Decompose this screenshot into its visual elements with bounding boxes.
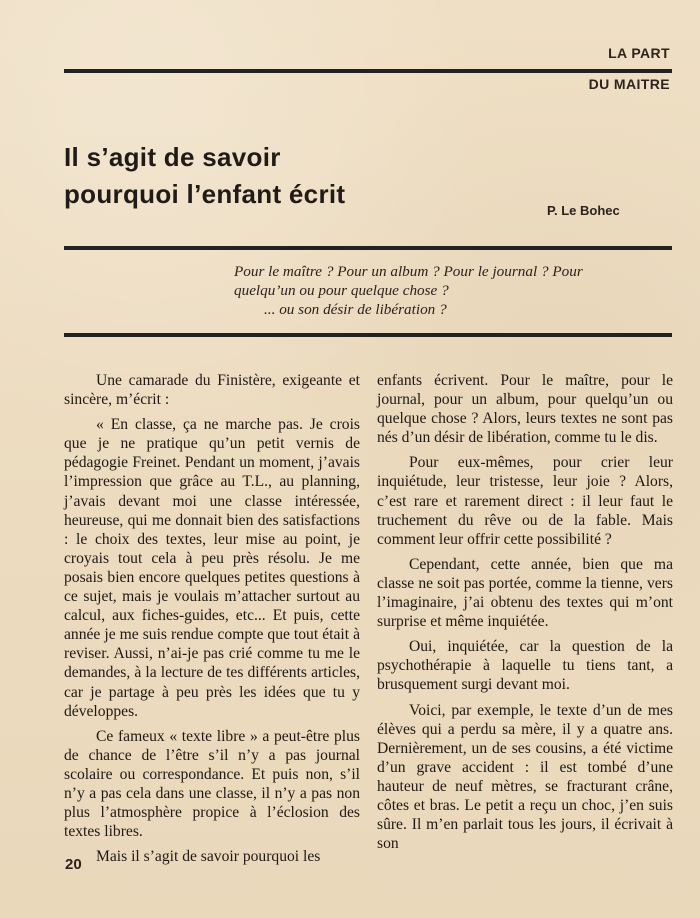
author-name: P. Le Bohec	[547, 203, 620, 218]
paragraph: Oui, inquiétée, car la question de la psychothérapie à laquelle tu tiens tant, a brusquement surgi devant moi.	[377, 638, 673, 694]
subtitle-line-3: ... ou son désir de libération ?	[264, 301, 447, 318]
headline-divider	[64, 246, 672, 250]
headline-line-2: pourquoi l’enfant écrit	[64, 179, 346, 209]
paragraph: enfants écrivent. Pour le maître, pour le journal, pour un album, pour quelqu’un ou quelque chose ? Alors, leurs textes ne sont pas nés d’un désir de libération, comme tu le dis.	[377, 372, 673, 447]
paragraph: Ce fameux « texte libre » a peut-être plus de chance de l’être s’il n’y a pas journal scolaire ou correspondance. Et puis non, s’il n’y a pas cela dans une classe, il n’y a pas non plus l’atmosphère propice à l’éclosion des textes libres.	[64, 727, 360, 841]
subtitle-line-2: quelqu’un ou pour quelque chose ?	[234, 282, 449, 299]
left-text-column	[64, 371, 360, 872]
paragraph: Une camarade du Finistère, exigeante et sincère, m’écrit :	[64, 372, 360, 409]
right-text-column	[377, 371, 673, 859]
article-subtitle	[234, 262, 672, 319]
paragraph: Mais il s’agit de savoir pourquoi les	[96, 848, 321, 866]
rubric-label-bottom: DU MAITRE	[588, 76, 670, 92]
article-headline	[64, 139, 345, 213]
headline-line-1: Il s’agit de savoir	[64, 142, 281, 172]
subtitle-divider	[64, 333, 672, 337]
paragraph: « En classe, ça ne marche pas. Je crois que je ne pratique qu’un petit vernis de pédagogie Freinet. Pendant un moment, j’avais l’impression que grâce au T.L., au planning, j’avais devant moi une classe intéressée, heureuse, qui me donnait bien des satisfactions : le choix des textes, leur mise au point, je croyais tout cela à peu près résolu. Je me posais bien encore quelques petites questions à ce sujet, mais je voulais m’attacher surtout au calcul, aux fiches-guides, etc... Et puis, cette année je me suis rendue compte que tout était à reviser. Aussi, n’ai-je pas crié comme tu me le demandes, à la lecture de tes différents articles, car je partage à peu près les idées que tu y développes.	[64, 416, 360, 720]
rubric-label-top: LA PART	[608, 45, 670, 61]
top-divider	[64, 69, 672, 73]
subtitle-line-1: Pour le maître ? Pour un album ? Pour le journal ? Pour	[234, 263, 583, 280]
page-number: 20	[65, 856, 82, 873]
paragraph: Voici, par exemple, le texte d’un de mes élèves qui a perdu sa mère, il y a quatre ans. Dernièrement, un de ses cousins, a été victime d’un grave accident : il est tombé d’une hauteur de neuf mètres, se fracturant crâne, côtes et bras. Le petit a reçu un choc, j’en suis sûre. Il m’en parlait tous les jours, il écrivait à son	[377, 701, 673, 853]
paragraph: Pour eux-mêmes, pour crier leur inquiétude, leur tristesse, leur joie ? Alors, c’est rare et rarement direct : il leur faut le truchement du rêve ou de la fable. Mais comment leur offrir cette possibilité ?	[377, 454, 673, 548]
paragraph: Cependant, cette année, bien que ma classe ne soit pas portée, comme la tienne, vers l’imaginaire, j’ai obtenu des textes qui m’ont surprise et même inquiétée.	[377, 555, 673, 631]
